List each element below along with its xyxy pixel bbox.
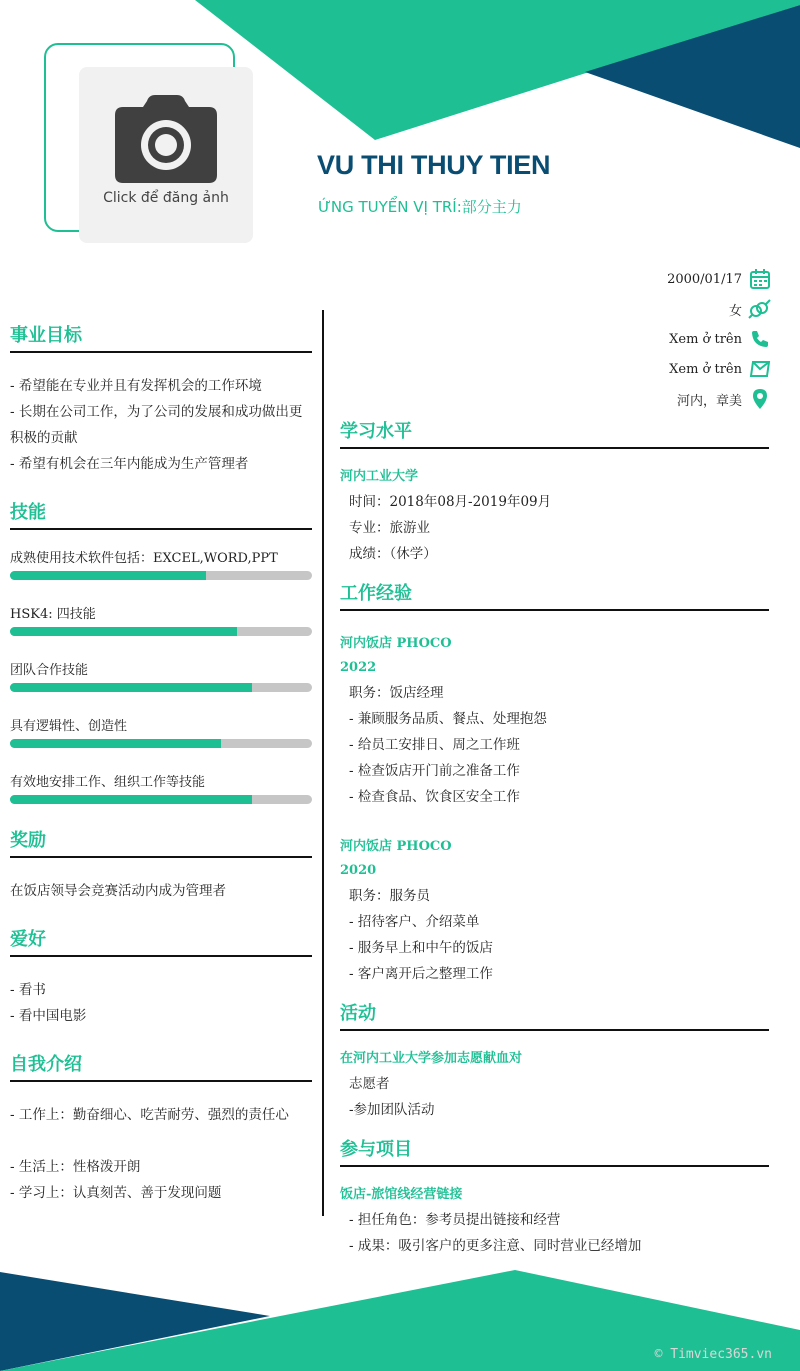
activity-name: 在河内工业大学参加志愿献血对 [340, 1051, 523, 1066]
awards-title: 奖励 [10, 826, 312, 858]
education-line: 成绩：（休学） [349, 546, 437, 562]
column-divider [322, 310, 324, 1216]
skill-bar [10, 739, 312, 748]
contact-email [669, 357, 772, 381]
skill-name: 有效地安排工作、组织工作等技能 [10, 775, 206, 790]
project-line: - 担任角色：参考员提出链接和经营 [349, 1212, 561, 1228]
skills-title: 技能 [10, 498, 312, 530]
birthdate-value: 2000/01/17 [667, 271, 742, 287]
career-goal-item: - 长期在公司工作，为了公司的发展和成功做出更积极的贡献 [10, 404, 303, 446]
job-line: - 服务早上和中午的饭店 [349, 940, 493, 956]
contact-gender [729, 297, 772, 321]
phone-value: Xem ở trên [669, 331, 742, 347]
job-line: - 给员工安排日、周之工作班 [349, 737, 520, 753]
self-intro-item: - 生活上：性格泼开朗 [10, 1159, 141, 1175]
project-name: 饭店-旅馆线经营链接 [340, 1187, 463, 1202]
gender-icon [748, 297, 772, 321]
camera-icon [111, 93, 221, 185]
education-line: 时间：2018年08月-2019年09月 [349, 494, 552, 510]
job-line: 职务：饭店经理 [349, 685, 444, 701]
skill-name: HSK4: 四技能 [10, 607, 96, 622]
skill-bar [10, 795, 312, 804]
projects-title: 参与项目 [340, 1135, 769, 1167]
skill-bar [10, 683, 312, 692]
skill-name: 团队合作技能 [10, 663, 89, 678]
skill-bar-fill [10, 795, 252, 804]
school-name: 河内工业大学 [340, 469, 419, 484]
photo-upload[interactable] [79, 67, 253, 243]
job-company: 河内饭店 PHOCO [340, 636, 452, 651]
career-goal-item: - 希望能在专业并且有发挥机会的工作环境 [10, 378, 262, 394]
photo-upload-label: Click để đăng ảnh [103, 190, 229, 206]
skill-bar [10, 571, 312, 580]
contact-address [677, 387, 772, 411]
skill-name: 成熟使用技术软件包括：EXCEL,WORD,PPT [10, 551, 278, 566]
job-line: 职务：服务员 [349, 888, 430, 904]
skill-bar-fill [10, 683, 252, 692]
email-value: Xem ở trên [669, 361, 742, 377]
job-company: 河内饭店 PHOCO [340, 839, 452, 854]
job-line: - 检查食品、饮食区安全工作 [349, 789, 520, 805]
skill-bar-fill [10, 739, 221, 748]
self-intro-item: - 学习上：认真刻苦、善于发现问题 [10, 1185, 222, 1201]
education-line: 专业：旅游业 [349, 520, 430, 536]
skill-bar [10, 627, 312, 636]
job-year: 2022 [340, 660, 377, 675]
skill-bar-fill [10, 627, 237, 636]
location-icon [748, 387, 772, 411]
hobby-item: - 看书 [10, 982, 46, 998]
job-line: - 兼顾服务品质、餐点、处理抱怨 [349, 711, 547, 727]
activities-title: 活动 [340, 999, 769, 1031]
self-intro-item: - 工作上：勤奋细心、吃苦耐劳、强烈的责任心 [10, 1107, 289, 1123]
job-line: - 招待客户、介绍菜单 [349, 914, 480, 930]
hobbies-title: 爱好 [10, 925, 312, 957]
experience-title: 工作经验 [340, 579, 769, 611]
candidate-name: VU THI THUY TIEN [317, 150, 551, 180]
activity-line: -参加团队活动 [349, 1102, 435, 1118]
award-item: 在饭店领导会竞赛活动内成为管理者 [10, 883, 226, 899]
address-value: 河内，章美 [676, 393, 742, 409]
self-intro-title: 自我介绍 [10, 1050, 312, 1082]
career-goal-item: - 希望有机会在三年内能成为生产管理者 [10, 456, 249, 472]
calendar-icon [748, 267, 772, 291]
contact-birthdate [667, 267, 772, 291]
phone-icon [748, 327, 772, 351]
job-line: - 客户离开后之整理工作 [349, 966, 493, 982]
applied-position: ỨNG TUYỂN VỊ TRÍ:部分主力 [318, 198, 522, 216]
watermark: © Timviec365.vn [654, 1347, 772, 1362]
email-icon [748, 357, 772, 381]
contact-phone [669, 327, 772, 351]
hobby-item: - 看中国电影 [10, 1008, 87, 1024]
gender-value: 女 [728, 303, 742, 319]
job-year: 2020 [340, 863, 377, 878]
project-line: - 成果：吸引客户的更多注意、同时营业已经增加 [349, 1238, 642, 1254]
education-title: 学习水平 [340, 417, 769, 449]
job-line: - 检查饭店开门前之准备工作 [349, 763, 520, 779]
skill-name: 具有逻辑性、创造性 [10, 719, 128, 734]
career-goal-title: 事业目标 [10, 321, 312, 353]
skill-bar-fill [10, 571, 206, 580]
activity-line: 志愿者 [349, 1076, 390, 1092]
